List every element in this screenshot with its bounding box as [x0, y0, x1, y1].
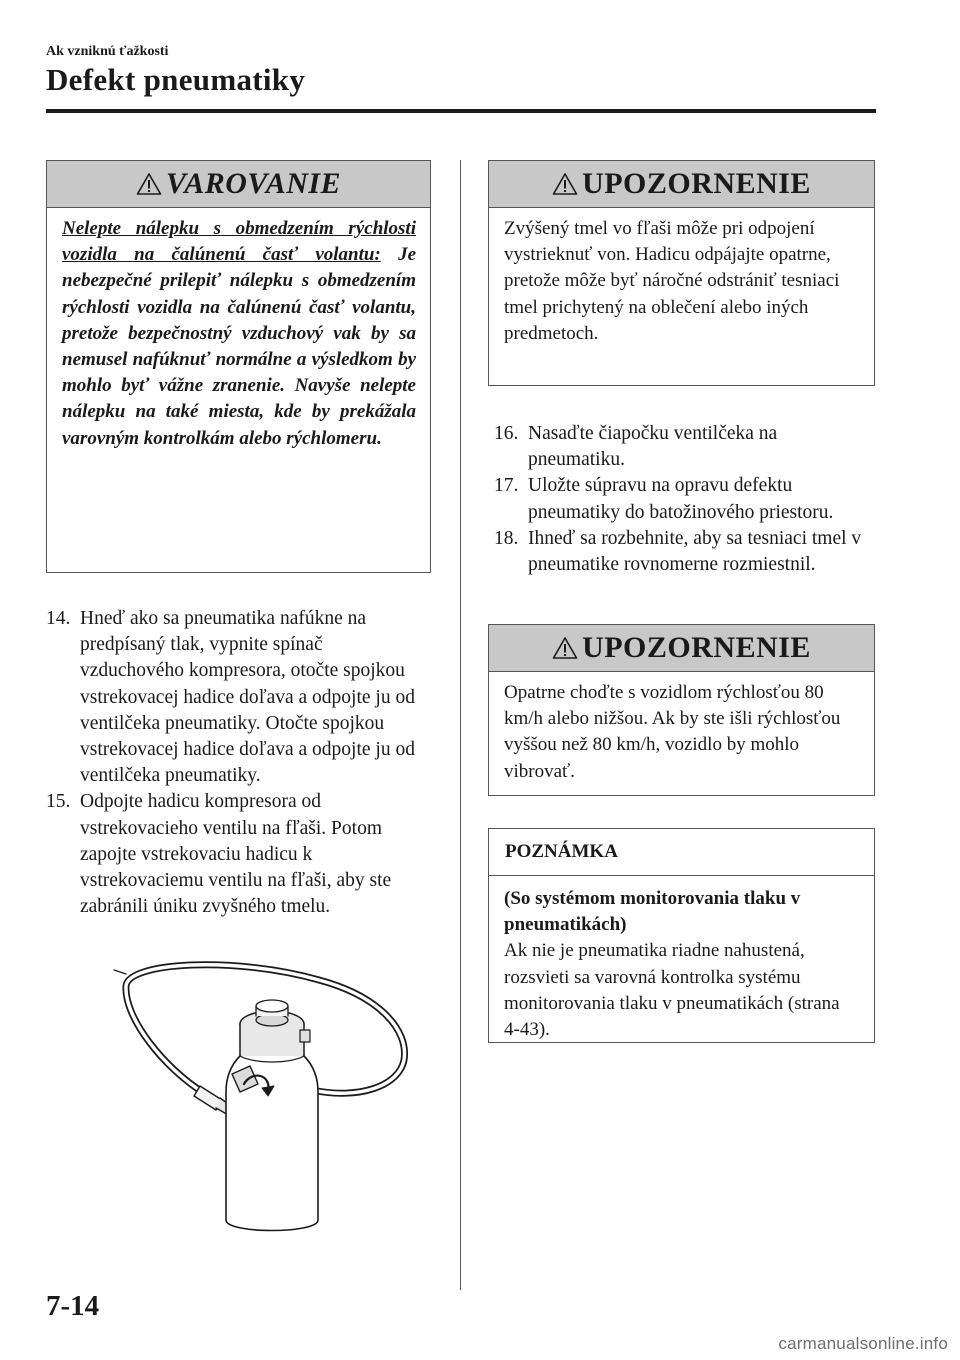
step-item — [46, 789, 428, 920]
caution-header — [489, 625, 874, 672]
step-item — [494, 421, 874, 473]
step-text: Ihneď sa rozbehnite, aby sa tesniaci tmel v pneumatike rovnomerne rozmiestnil. — [528, 527, 862, 576]
note-heading: POZNÁMKA — [489, 829, 874, 876]
step-text: Hneď ako sa pneumatika nafúkne na predpísaný tlak, vypnite spínač vzduchového kompresora, otočte spojkou vstrekovacej hadice doľava a odpojte ju od ventilčeka pneumatiky. Otočte spojkou vstrekovacej hadice doľava a odpojte ju od ventilčeka pneumatiky. — [80, 608, 415, 787]
caution-box-1 — [488, 160, 875, 386]
warning-body — [47, 208, 430, 452]
warning-heading: VAROVANIE — [165, 167, 342, 200]
warning-triangle-icon — [552, 172, 578, 196]
warning-box — [46, 160, 431, 573]
note-body — [489, 876, 874, 1043]
step-item — [494, 473, 874, 525]
caution-heading: UPOZORNENIE — [582, 167, 811, 200]
step-number: 15. — [46, 791, 71, 813]
step-number: 16. — [494, 423, 519, 444]
warning-text: Je nebezpečné prilepiť nálepku s obmedzením rýchlosti vozidla na čalúnenú časť volantu, pretože bezpečnostný vzduchový vak by sa nemusel nafúknuť normálne a výsledkom by mohlo byť vážne zranenie. Navyše nelepte nálepku na také miesta, kde by prekážala varovným kontrolkám alebo rýchlomeru. — [62, 244, 416, 449]
column-divider — [460, 160, 461, 1290]
warning-triangle-icon — [136, 172, 162, 196]
step-text: Nasaďte čiapočku ventilčeka na pneumatiku. — [528, 423, 778, 471]
title-rule — [46, 109, 876, 113]
step-item — [46, 606, 428, 789]
note-text: Ak nie je pneumatika riadne nahustená, rozsvieti sa varovná kontrolka systému monitorovania tlaku v pneumatikách (strana 4-43). — [504, 940, 840, 1041]
caution-body: Opatrne choďte s vozidlom rýchlosťou 80 km/h alebo nižšou. Ak by ste išli rýchlosťou vyššou než 80 km/h, vozidlo by mohlo vibrovať. — [504, 682, 841, 782]
warning-triangle-icon — [552, 636, 578, 660]
steps-left — [46, 606, 428, 920]
steps-right — [494, 421, 874, 578]
page-title: Defekt pneumatiky — [46, 62, 306, 97]
section-label: Ak vzniknú ťažkosti — [46, 44, 169, 59]
warning-intro: Nelepte nálepku s obmedzením rýchlosti vozidla na čalúnenú časť volantu: — [62, 218, 416, 266]
step-item — [494, 526, 874, 578]
watermark: carmanualsonline.info — [778, 1334, 948, 1353]
step-number: 18. — [494, 527, 519, 549]
caution-body: Zvýšený tmel vo fľaši môže pri odpojení vystrieknuť von. Hadicu odpájajte opatrne, pretože môže byť náročné odstrániť tesniaci tmel prichytený na oblečení alebo iných predmetoch. — [504, 218, 840, 344]
page-number: 7-14 — [46, 1290, 100, 1322]
caution-header — [489, 161, 874, 208]
step-number: 14. — [46, 608, 71, 629]
sealant-bottle-illustration — [104, 958, 424, 1238]
step-text: Odpojte hadicu kompresora od vstrekovacieho ventilu na fľaši. Potom zapojte vstrekovaciu hadicu k vstrekovaciemu ventilu na fľaši, aby ste zabránili úniku zvyšného tmelu. — [80, 791, 392, 918]
step-number: 17. — [494, 475, 519, 497]
note-subheading: (So systémom monitorovania tlaku v pneumatikách) — [504, 888, 801, 936]
caution-box-2 — [488, 624, 875, 796]
warning-header — [47, 161, 430, 208]
caution-heading: UPOZORNENIE — [582, 631, 811, 664]
note-box — [488, 828, 875, 1043]
step-text: Uložte súpravu na opravu defektu pneumatiky do batožinového priestoru. — [528, 475, 834, 523]
